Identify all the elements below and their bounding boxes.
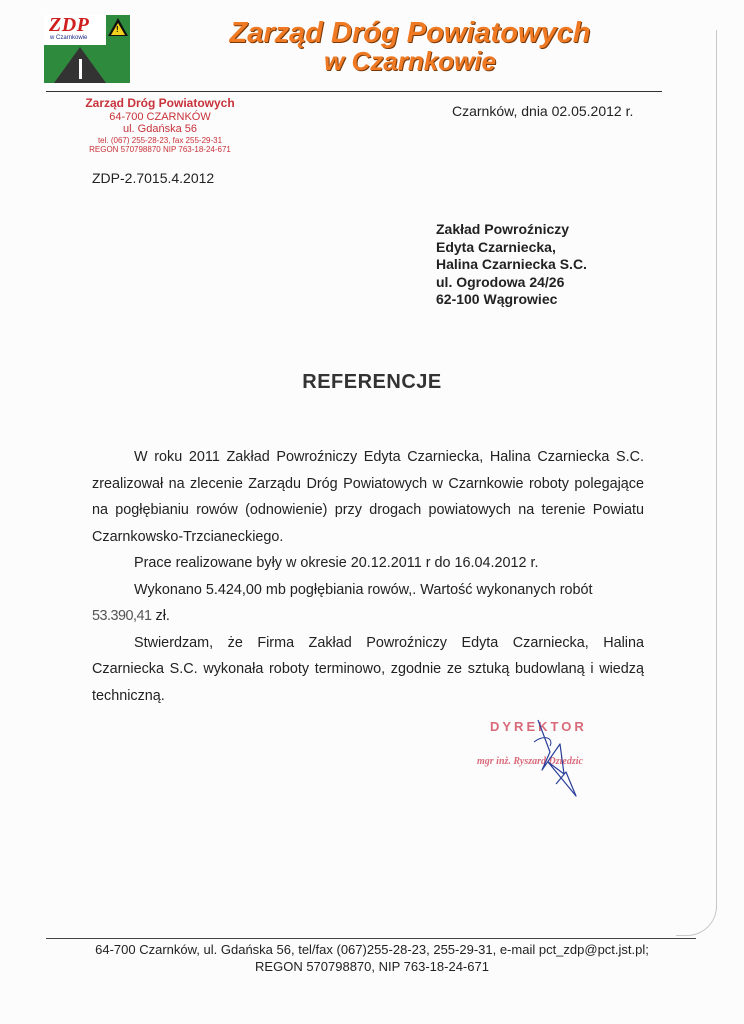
recipient-line: Zakład Powroźniczy: [436, 221, 570, 237]
letter-body: [92, 444, 644, 709]
warning-mark: !: [116, 25, 119, 34]
page-edge-line: [716, 30, 717, 910]
footer-line-1: 64-700 Czarnków, ul. Gdańska 56, tel/fax (067)255-28-23, 255-29-31, e-mail pct_zdp@pct.jst.pl;: [95, 942, 649, 957]
body-paragraph: Stwierdzam, że Firma Zakład Powroźniczy Edyta Czarniecka, Halina Czarniecka S.C. wykonała roboty terminowo, zgodnie ze sztuką budowlaną i wiedzą techniczną.: [92, 634, 644, 704]
footer-divider: [46, 938, 696, 939]
body-paragraph: Wykonano 5.424,00 mb pogłębiania rowów,. Wartość wykonanych robót: [134, 581, 593, 598]
stamp-city: 64-700 CZARNKÓW: [109, 110, 211, 123]
logo-abbr: ZDP: [49, 15, 90, 36]
recipient-address: [436, 221, 587, 309]
letter-footer: [0, 941, 744, 975]
stamp-street: ul. Gdańska 56: [123, 123, 197, 136]
signature-name: mgr inż. Ryszard Dziedzic: [477, 756, 583, 767]
body-paragraph: W roku 2011 Zakład Powroźniczy Edyta Czarniecka, Halina Czarniecka S.C. zrealizował na zlecenie Zarządu Dróg Powiatowych w Czarnkowie roboty polegające na pogłębianiu rowów (odnowienie) przy drogach powiatowych na terenie Powiatu Czarnkowsko-Trzcianeckiego.: [92, 449, 644, 545]
footer-line-2: REGON 570798870, NIP 763-18-24-671: [255, 959, 489, 974]
road-center-line: [79, 59, 82, 79]
recipient-line: Halina Czarniecka S.C.: [436, 256, 587, 272]
handwritten-signature: [520, 712, 590, 802]
cost-line: [92, 603, 644, 630]
stamp-phones: tel. (067) 255-28-23, fax 255-29-31: [97, 136, 223, 146]
signature-title: DYREKTOR: [490, 719, 587, 734]
body-paragraph: Prace realizowane były w okresie 20.12.2011 r do 16.04.2012 r.: [134, 555, 539, 571]
stamp-ids: REGON 570798870 NIP 763-18-24-671: [89, 145, 231, 155]
letterhead-line-1: Zarząd Dróg Powiatowych: [229, 17, 591, 49]
letterhead-title: [140, 18, 680, 76]
recipient-line: Edyta Czarniecka,: [436, 238, 556, 255]
zdp-logo: [44, 15, 130, 83]
stamp-name: Zarząd Dróg Powiatowych: [85, 96, 235, 110]
recipient-line: ul. Ogrodowa 24/26: [436, 273, 565, 290]
cost-unit: zł.: [155, 608, 170, 624]
logo-place: w Czarnkowie: [50, 35, 88, 41]
page-edge-curve: [676, 895, 717, 936]
letterhead-line-2: w Czarnkowie: [324, 46, 496, 77]
office-stamp: [60, 97, 260, 154]
recipient-line: 62-100 Wągrowiec: [436, 291, 558, 307]
date-line: Czarnków, dnia 02.05.2012 r.: [452, 103, 634, 119]
cost-amount: 53.390,41: [92, 608, 152, 624]
header-divider: [46, 91, 662, 92]
reference-number: ZDP-2.7015.4.2012: [92, 170, 215, 186]
document-heading: REFERENCJE: [302, 371, 442, 393]
